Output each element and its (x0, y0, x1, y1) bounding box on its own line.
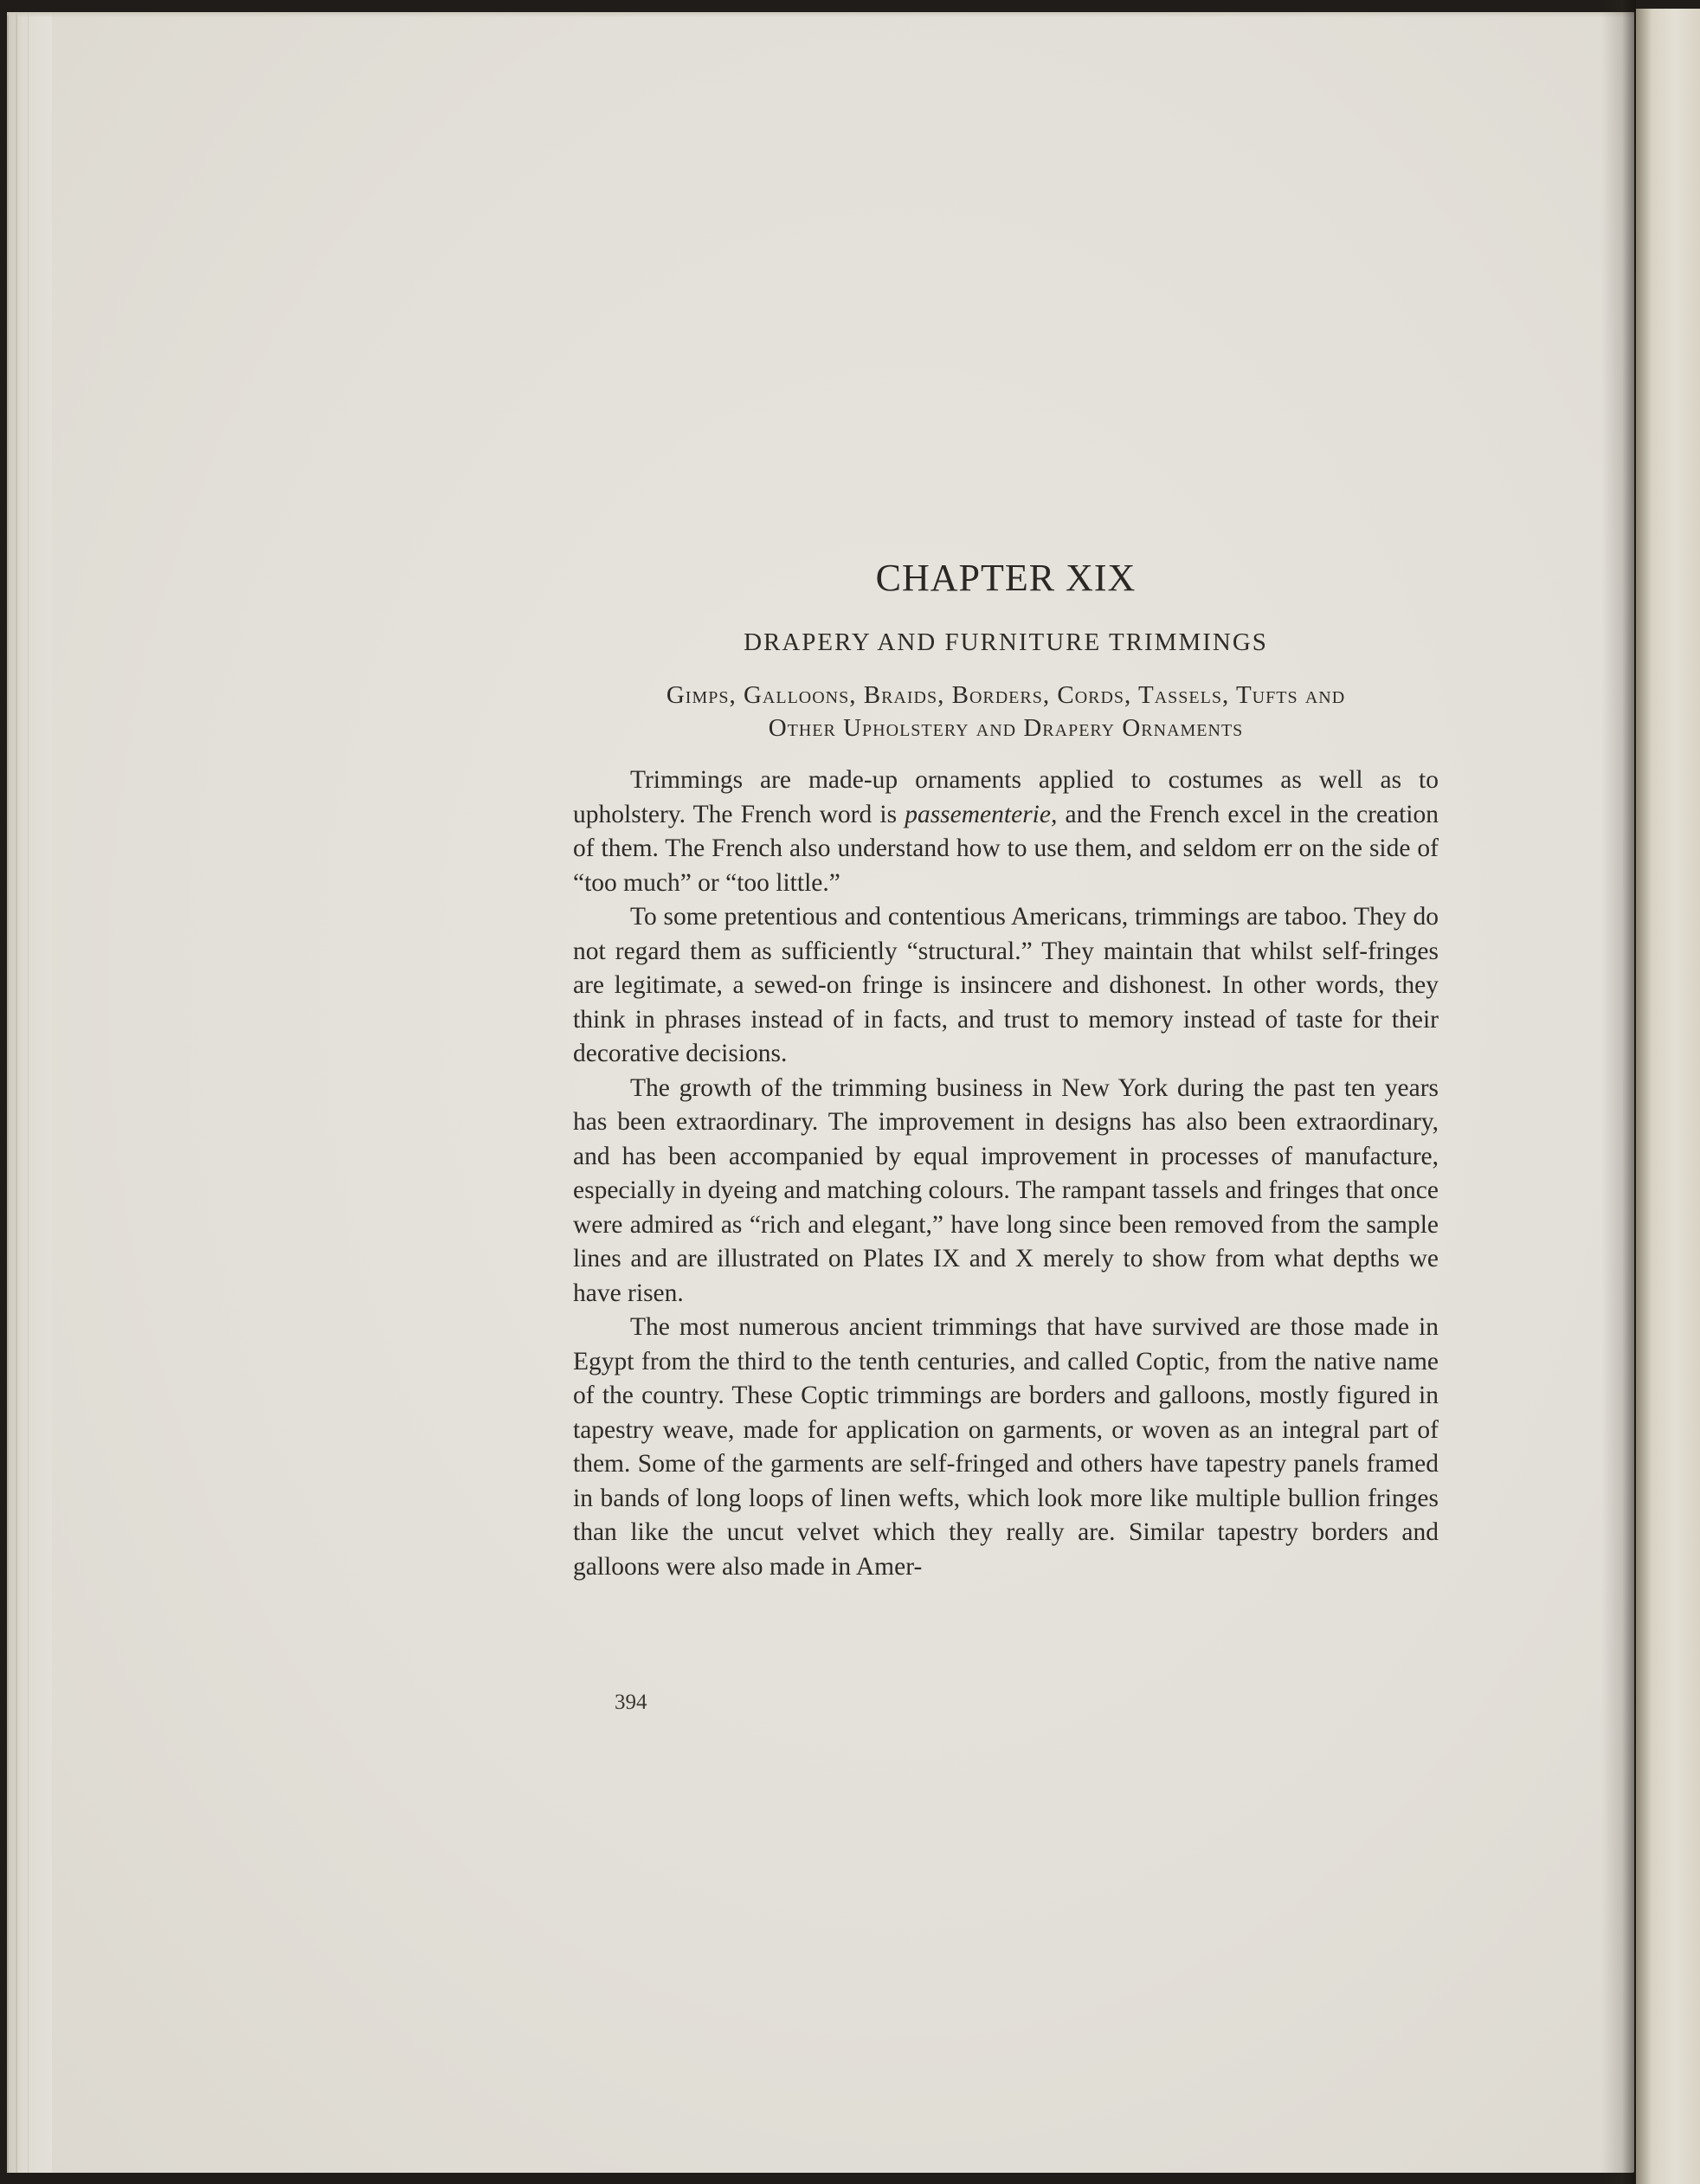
paragraph-1 (573, 763, 1439, 900)
chapter-subtitle-line-1: Gimps, Galloons, Braids, Borders, Cords, Tassels, Tufts and (666, 681, 1346, 709)
chapter-number: CHAPTER XIX (875, 557, 1137, 599)
paragraph-1-text-b: and the French excel in the creation of them. The French also understand how to use them, and seldom err on the side of “too much” or “too little.” (573, 800, 1439, 897)
paragraph-2: To some pretentious and contentious Americans, trimmings are taboo. They do not regard them as sufficiently “structural.” They maintain that whilst self-fringes are legitimate, a sewed-on fringe is insincere and dishonest. In other words, they think in phrases instead of in facts, and trust to memory instead of taste for their decorative decisions. (573, 903, 1439, 1067)
paragraph-1-text-a: Trimmings are made-up ornaments applied to costumes as well as to upholstery. The French word is (573, 766, 1439, 828)
adjacent-page-edge (1636, 9, 1700, 2184)
chapter-subtitle (573, 679, 1439, 744)
page-binding-edge (7, 12, 52, 2173)
paragraph-4: The most numerous ancient trimmings that have survived are those made in Egypt from the third to the tenth centuries, and called Coptic, from the native name of the country. These Coptic trimmings are borders and galloons, mostly figured in tapestry weave, made for application on garments, or woven as an integral part of them. Some of the garments are self-fringed and others have tapestry panels framed in bands of long loops of linen wefts, which look more like multiple bullion fringes than like the uncut velvet which they really are. Similar tapestry borders and galloons were also made in Amer- (573, 1313, 1439, 1581)
page-number: 394 (615, 1691, 647, 1714)
chapter-subtitle-line-2: Other Upholstery and Drapery Ornaments (768, 714, 1244, 742)
paragraph-1-italic-term: passementerie, (905, 800, 1058, 828)
gutter-shadow (1601, 0, 1636, 2184)
paragraph-3: The growth of the trimming business in New York during the past ten years has been extraordinary. The improvement in designs has also been extraordinary, and has been accompanied by equal improvement in processes of manufacture, especially in dyeing and matching colours. The rampant tassels and fringes that once were admired as “rich and elegant,” have long since been removed from the sample lines and are illustrated on Plates IX and X merely to show from what depths we have risen. (573, 1073, 1439, 1307)
page-top-edge (7, 12, 1634, 17)
chapter-title: DRAPERY AND FURNITURE TRIMMINGS (744, 628, 1268, 656)
chapter-text-block (573, 554, 1439, 1584)
